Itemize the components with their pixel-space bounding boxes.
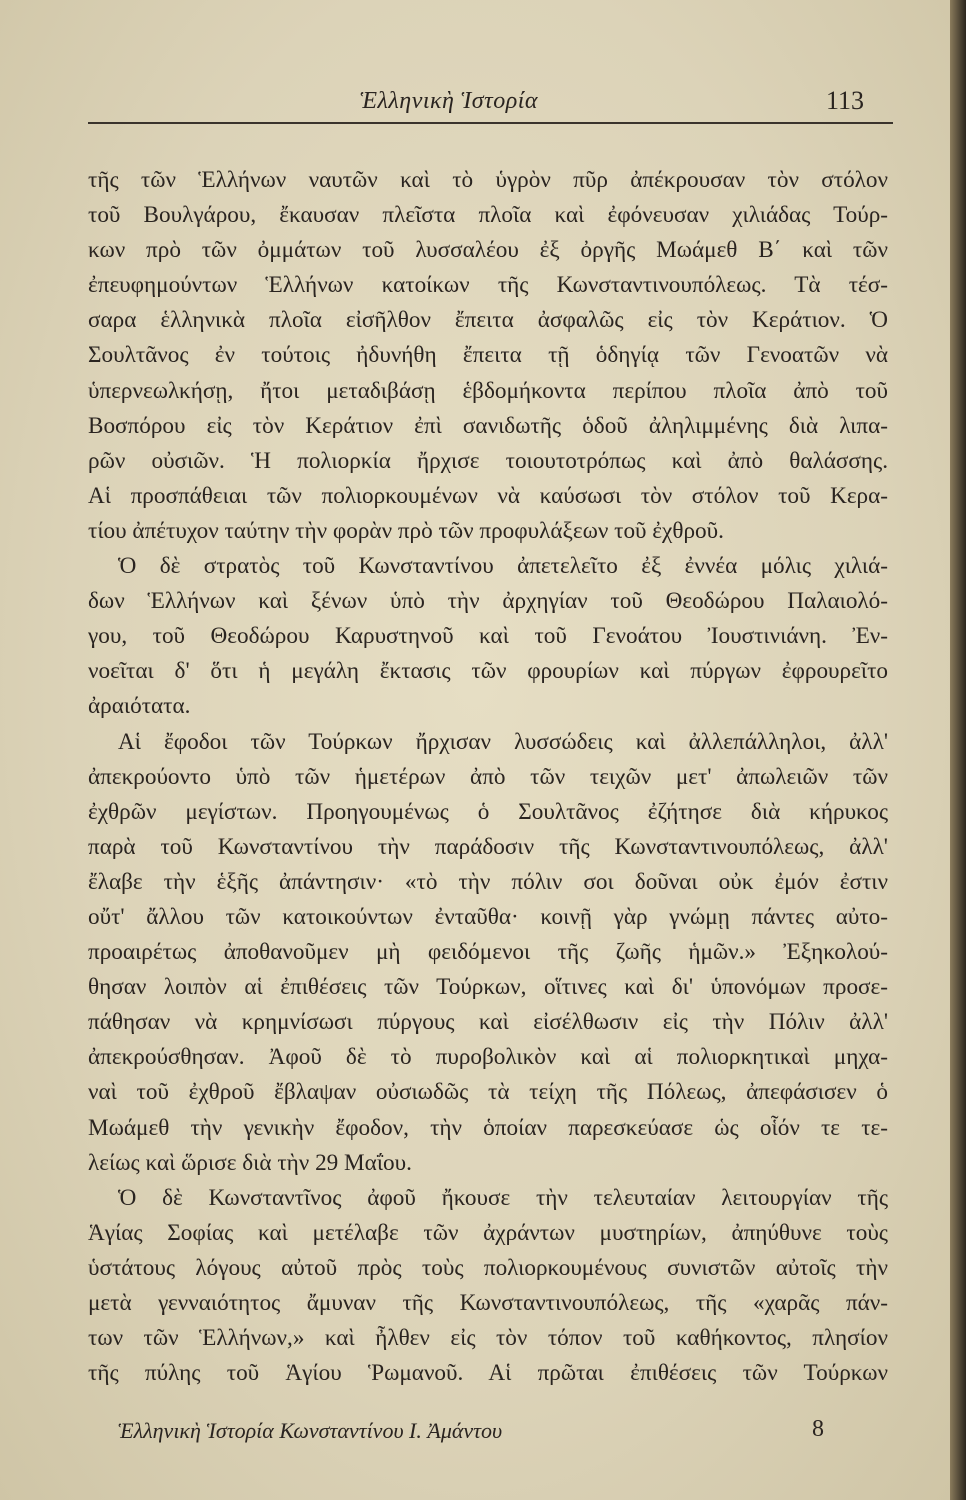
text-line: μετὰ γενναιότητος ἄμυναν τῆς Κωνσταντινουπόλεως, τῆς «χαρᾶς πάν- <box>88 1290 888 1316</box>
text-line: Αἱ ἔφοδοι τῶν Τούρκων ἤρχισαν λυσσώδεις καὶ ἀλλεπάλληλοι, ἀλλ' <box>118 728 888 755</box>
page-number: 113 <box>826 86 865 115</box>
text-line: δων Ἑλλήνων καὶ ξένων ὑπὸ τὴν ἀρχηγίαν τοῦ Θεοδώρου Παλαιολό- <box>88 588 888 615</box>
text-line: ἐχθρῶν μεγίστων. Προηγουμένως ὁ Σουλτᾶνος ἐζήτησε διὰ κήρυκος <box>88 798 888 825</box>
text-line: Βοσπόρου εἰς τὸν Κεράτιον ἐπὶ σανιδωτῆς ὁδοῦ ἀληλιμμένης διὰ λιπα- <box>88 412 888 439</box>
signature-mark: 8 <box>812 1416 824 1442</box>
text-line: τῆς τῶν Ἑλλήνων ναυτῶν καὶ τὸ ὑγρὸν πῦρ ἀπέκρουσαν τὸν στόλον <box>88 167 888 193</box>
text-line: νοεῖται δ' ὅτι ἡ μεγάλη ἔκτασις τῶν φρουρίων καὶ πύργων ἐφρουρεῖτο <box>88 658 888 685</box>
text-line: ἐπευφημούντων Ἑλλήνων κατοίκων τῆς Κωνσταντινουπόλεως. Τὰ τέσ- <box>88 272 888 299</box>
footer-credit: Ἑλληνικὴ Ἱστορία Κωνσταντίνου Ι. Ἀμάντου <box>118 1418 503 1443</box>
running-title: Ἑλληνικὴ Ἱστορία <box>360 88 538 114</box>
text-line: Μωάμεθ τὴν γενικὴν ἔφοδον, τὴν ὁποίαν παρεσκεύασε ὡς οἷόν τε τε- <box>88 1114 888 1141</box>
text-line: Ὁ δὲ Κωνσταντῖνος ἀφοῦ ἤκουσε τὴν τελευταίαν λειτουργίαν τῆς <box>118 1184 888 1211</box>
text-line: Σουλτᾶνος ἐν τούτοις ἠδυνήθη ἔπειτα τῇ ὁδηγίᾳ τῶν Γενοατῶν νὰ <box>88 342 888 369</box>
text-line: ἀραιότατα. <box>88 693 191 720</box>
text-line: πάθησαν νὰ κρημνίσωσι πύργους καὶ εἰσέλθωσιν εἰς τὴν Πόλιν ἀλλ' <box>88 1009 888 1036</box>
text-line: θησαν λοιπὸν αἱ ἐπιθέσεις τῶν Τούρκων, οἵτινες καὶ δι' ὑπονόμων προσε- <box>88 974 888 1001</box>
text-line: Αἱ προσπάθειαι τῶν πολιορκουμένων νὰ καύσωσι τὸν στόλον τοῦ Κερα- <box>88 482 888 509</box>
text-line: οὔτ' ἄλλου τῶν κατοικούντων ἐνταῦθα· κοινῇ γὰρ γνώμῃ πάντες αὐτο- <box>88 903 888 930</box>
text-line: γου, τοῦ Θεοδώρου Καρυστηνοῦ καὶ τοῦ Γενοάτου Ἰουστινιάνη. Ἐν- <box>88 623 888 650</box>
text-line: κων πρὸ τῶν ὀμμάτων τοῦ λυσσαλέου ἐξ ὀργῆς Μωάμεθ Β΄ καὶ τῶν <box>88 237 888 264</box>
text-line: ὑπερνεωλκήσῃ, ἤτοι μεταδιβάσῃ ἑβδομήκοντα περίπου πλοῖα ἀπὸ τοῦ <box>88 377 888 404</box>
text-line: ρῶν οὐσιῶν. Ἡ πολιορκία ἤρχισε τοιουτοτρόπως καὶ ἀπὸ θαλάσσης. <box>88 447 888 474</box>
text-line: ἔλαβε τὴν ἑξῆς ἀπάντησιν· «τὸ τὴν πόλιν σοι δοῦναι οὐκ ἐμόν ἐστιν <box>88 868 888 895</box>
text-line: ἀπεκρούοντο ὑπὸ τῶν ἡμετέρων ἀπὸ τῶν τειχῶν μετ' ἀπωλειῶν τῶν <box>88 763 888 790</box>
text-line: ἀπεκρούσθησαν. Ἀφοῦ δὲ τὸ πυροβολικὸν καὶ αἱ πολιορκητικαὶ μηχα- <box>88 1044 888 1071</box>
text-line: Ἁγίας Σοφίας καὶ μετέλαβε τῶν ἀχράντων μυστηρίων, ἀπηύθυνε τοὺς <box>88 1219 888 1246</box>
text-line: ναὶ τοῦ ἐχθροῦ ἔβλαψαν οὐσιωδῶς τὰ τείχη τῆς Πόλεως, ἀπεφάσισεν ὁ <box>88 1079 888 1106</box>
text-line: παρὰ τοῦ Κωνσταντίνου τὴν παράδοσιν τῆς Κωνσταντινουπόλεως, ἀλλ' <box>88 833 888 860</box>
text-line: τοῦ Βουλγάρου, ἔκαυσαν πλεῖστα πλοῖα καὶ ἐφόνευσαν χιλιάδας Τούρ- <box>88 202 888 229</box>
text-line: λείως καὶ ὥρισε διὰ τὴν 29 Μαΐου. <box>88 1149 412 1176</box>
body-text <box>88 163 888 1391</box>
text-line: τῆς πύλης τοῦ Ἁγίου Ῥωμανοῦ. Αἱ πρῶται ἐπιθέσεις τῶν Τούρκων <box>88 1360 888 1387</box>
text-line: σαρα ἑλληνικὰ πλοῖα εἰσῆλθον ἔπειτα ἀσφαλῶς εἰς τὸν Κεράτιον. Ὁ <box>88 307 888 334</box>
text-line: ὑστάτους λόγους αὐτοῦ πρὸς τοὺς πολιορκουμένους συνιστῶν αὐτοῖς τὴν <box>88 1254 888 1281</box>
text-line: Ὁ δὲ στρατὸς τοῦ Κωνσταντίνου ἀπετελεῖτο ἐξ ἐννέα μόλις χιλιά- <box>118 553 888 580</box>
page-edge <box>950 0 966 1500</box>
header-rule <box>88 122 893 124</box>
text-line: προαιρέτως ἀποθανοῦμεν μὴ φειδόμενοι τῆς ζωῆς ἡμῶν.» Ἐξηκολού- <box>88 939 888 966</box>
text-line: τίου ἀπέτυχον ταύτην τὴν φορὰν πρὸ τῶν προφυλάξεων τοῦ ἐχθροῦ. <box>88 517 724 544</box>
text-line: των τῶν Ἑλλήνων,» καὶ ἦλθεν εἰς τὸν τόπον τοῦ καθήκοντος, πλησίον <box>88 1325 888 1352</box>
